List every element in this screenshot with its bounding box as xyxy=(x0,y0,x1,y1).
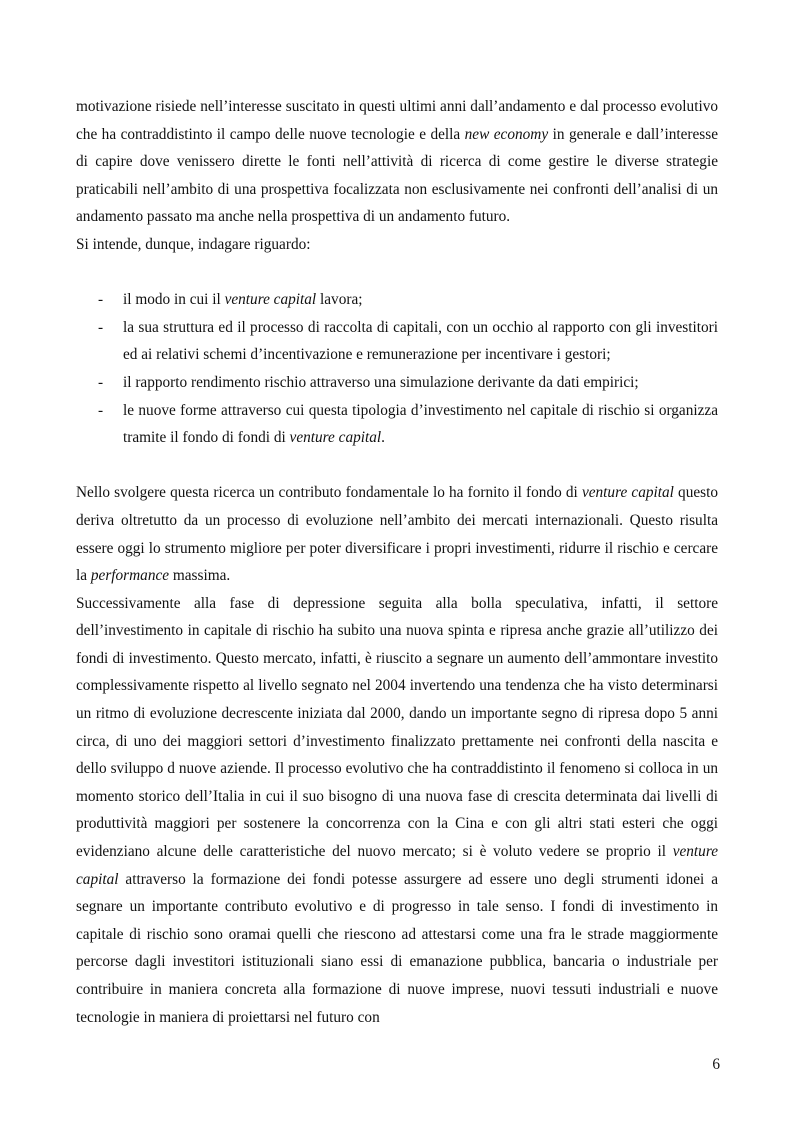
list-item: - il modo in cui il venture capital lavora; xyxy=(76,286,718,314)
dash-marker: - xyxy=(98,373,104,391)
dash-marker: - xyxy=(98,318,104,336)
list-item: - le nuove forme attraverso cui questa tipologia d’investimento nel capitale di rischio si organizza tramite il fondo di fondi di venture capital. xyxy=(76,397,718,452)
list-item: - il rapporto rendimento rischio attraverso una simulazione derivante da dati empirici; xyxy=(76,369,718,397)
paragraph-intro-list: Si intende, dunque, indagare riguardo: xyxy=(76,235,311,253)
dash-marker: - xyxy=(98,401,104,419)
research-topics-list xyxy=(76,286,718,452)
paragraph-motivation: motivazione risiede nell’interesse suscitato in questi ultimi anni dall’andamento e dal processo evolutivo che ha contraddistinto il campo delle nuove tecnologie e della new economy in generale e dall’interesse di capire dove venissero dirette le fonti nell’attività di ricerca di come gestire le diverse strategie praticabili nell’ambito di una prospettiva focalizzata non esclusivamente nei confronti dell’analisi di un andamento passato ma anche nella prospettiva di un andamento futuro. xyxy=(76,98,718,226)
paragraph-market-analysis: Successivamente alla fase di depressione seguita alla bolla speculativa, infatti, il settore dell’investimento in capitale di rischio ha subito una nuova spinta e ripresa anche grazie all’utilizzo dei fondi di investimento. Questo mercato, infatti, è riuscito a segnare un aumento dell’ammontare investito complessivamente rispetto al livello segnato nel 2004 invertendo una tendenza che ha visto determinarsi un ritmo di evoluzione decrescente iniziata dal 2000, dando un importante segno di ripresa dopo 5 anni circa, di uno dei maggiori settori d’investimento finalizzato prettamente nei confronti della nascita e dello sviluppo d nuove aziende. Il processo evolutivo che ha contraddistinto il fenomeno si colloca in un momento storico dell’Italia in cui il suo bisogno di una nuova fase di crescita determinata dai livelli di produttività maggiori per sostenere la concorrenza con la Cina e con gli altri stati esteri che oggi evidenziano alcune delle caratteristiche del nuovo mercato; si è voluto vedere se proprio il venture capital attraverso la formazione dei fondi potesse assurgere ad essere uno degli strumenti idonei a segnare un importante contributo evolutivo e di progresso in tale senso. I fondi di investimento in capitale di rischio sono oramai quelli che riescono ad attestarsi come una fra le strade maggiormente percorse dagli investitori istituzionali siano essi di emanazione pubblica, bancaria o industriale per contribuire in maniera concreta alla formazione di nuove imprese, nuovi tessuti industriali e nuove tecnologie in maniera di proiettarsi nel futuro con xyxy=(76,594,718,1026)
list-item: - la sua struttura ed il processo di raccolta di capitali, con un occhio al rapporto con gli investitori ed ai relativi schemi d’incentivazione e remunerazione per incentivare i gestori; xyxy=(76,314,718,369)
page-number: 6 xyxy=(712,1056,720,1073)
page-body xyxy=(76,93,718,1031)
paragraph-contribution: Nello svolgere questa ricerca un contributo fondamentale lo ha fornito il fondo di venture capital questo deriva oltretutto da un processo di evoluzione nell’ambito dei mercati internazionali. Questo risulta essere oggi lo strumento migliore per poter diversificare i propri investimenti, ridurre il rischio e cercare la performance massima. xyxy=(76,484,718,585)
dash-marker: - xyxy=(98,291,104,309)
